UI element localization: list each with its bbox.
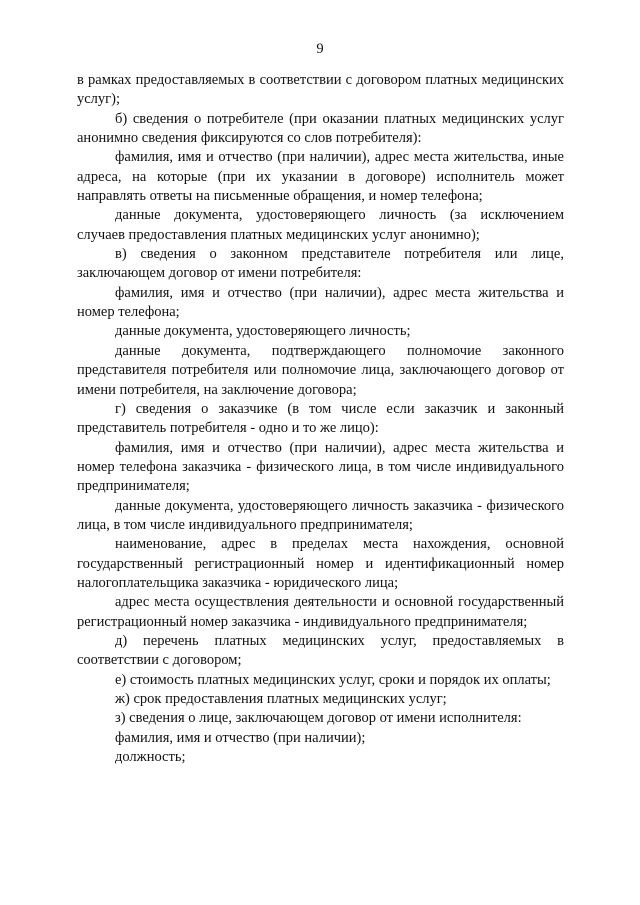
paragraph: должность; (115, 749, 186, 766)
paragraph: в) сведения о законном представителе потребителя или лице, заключающем договор от имени потребителя: (77, 246, 564, 282)
paragraph: д) перечень платных медицинских услуг, предоставляемых в соответствии с договором; (77, 632, 564, 669)
paragraph: данные документа, удостоверяющего личность; (115, 323, 411, 340)
paragraph: фамилия, имя и отчество (при наличии), адрес места жительства и номер телефона заказчика - физического лица, в том числе индивидуального предпринимателя; (77, 439, 564, 495)
paragraph: данные документа, удостоверяющего личность (за исключением случаев предоставления платных медицинских услуг анонимно); (77, 207, 564, 243)
page-number: 9 (316, 41, 324, 57)
paragraph: г) сведения о заказчике (в том числе если заказчик и законный представитель потребителя - одно и то же лицо): (77, 400, 564, 437)
paragraph: з) сведения о лице, заключающем договор от имени исполнителя: (115, 710, 522, 727)
paragraph: адрес места осуществления деятельности и основной государственный регистрационный номер заказчика - индивидуального предпринимателя; (77, 594, 564, 630)
paragraph: е) стоимость платных медицинских услуг, сроки и порядок их оплаты; (115, 671, 551, 688)
paragraph: фамилия, имя и отчество (при наличии); (115, 729, 366, 746)
paragraph: б) сведения о потребителе (при оказании платных медицинских услуг анонимно сведения фиксируются со слов потребителя): (77, 110, 564, 147)
paragraph: данные документа, подтверждающего полномочие законного представителя потребителя или полномочие лица, заключающего договор от имени потребителя, на заключение договора; (77, 342, 564, 398)
paragraph: фамилия, имя и отчество (при наличии), адрес места жительства, иные адреса, на которые (при их указании в договоре) исполнитель может направлять ответы на письменные обращения, и номер телефона; (77, 149, 564, 205)
paragraph: фамилия, имя и отчество (при наличии), адрес места жительства и номер телефона; (77, 284, 564, 321)
paragraph: данные документа, удостоверяющего личность заказчика - физического лица, в том числе индивидуального предпринимателя; (77, 497, 564, 533)
paragraph: ж) срок предоставления платных медицинских услуг; (115, 691, 447, 707)
paragraph: в рамках предоставляемых в соответствии с договором платных медицинских услуг); (77, 72, 564, 108)
document-body (77, 71, 564, 767)
paragraph: наименование, адрес в пределах места нахождения, основной государственный регистрационный номер и идентификационный номер налогоплательщика заказчика - юридического лица; (77, 536, 564, 591)
